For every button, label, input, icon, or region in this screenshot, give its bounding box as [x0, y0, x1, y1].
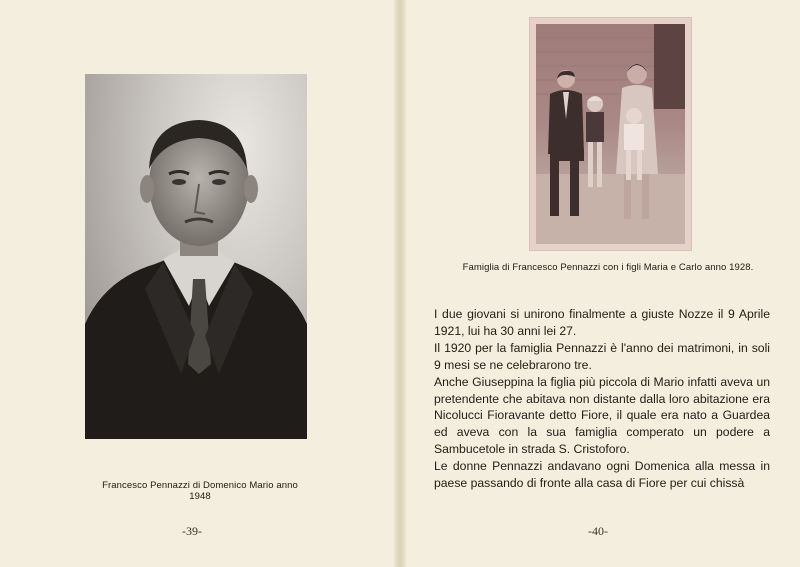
page-number-right: -40-: [588, 524, 608, 538]
page-number-left: -39-: [182, 524, 202, 538]
paragraph-marriages: Il 1920 per la famiglia Pennazzi è l'anno dei matrimoni, in soli 9 mesi se ne celebrarono tre.: [434, 340, 770, 372]
book-gutter: [394, 0, 406, 567]
paragraph-wedding: I due giovani si unirono finalmente a giuste Nozze il 9 Aprile 1921, lui ha 30 anni lei 27.: [434, 307, 770, 338]
body-text: [434, 306, 770, 492]
portrait-caption: Francesco Pennazzi di Domenico Mario anno 1948: [102, 480, 298, 502]
paragraph-women-mass: Le donne Pennazzi andavano ogni Domenica alla messa in paese passando di fronte alla casa di Fiore per cui chissà: [434, 459, 770, 491]
family-photo: [530, 18, 691, 250]
portrait-photo: [85, 74, 307, 439]
family-photo-caption: Famiglia di Francesco Pennazzi con i figli Maria e Carlo anno 1928.: [462, 262, 754, 273]
paragraph-giuseppina: Anche Giuseppina la figlia più piccola di Mario infatti aveva un pretendente che abitava non distante dalla loro abitazione era Nicolucci Fioravante detto Fiore, il quale era nato a Guardea ed aveva con la sua famiglia comperato un podere a Sambucetole in strada S. Cristoforo.: [434, 374, 770, 457]
